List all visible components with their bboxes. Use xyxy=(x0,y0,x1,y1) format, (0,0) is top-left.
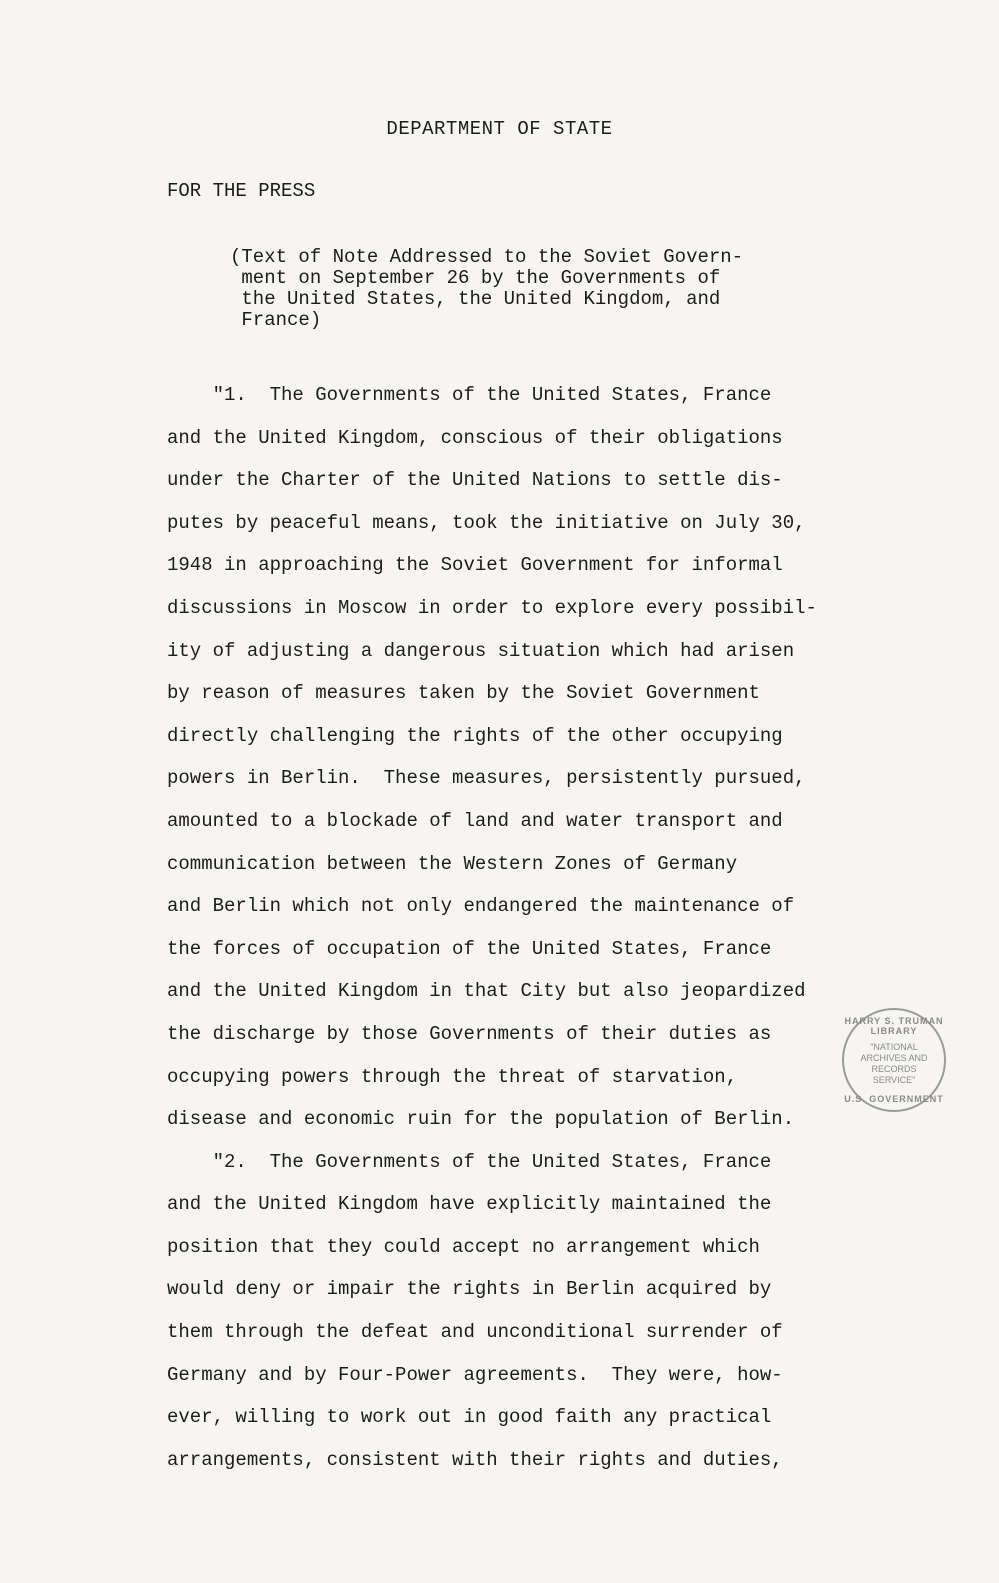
stamp-bottom-text: U.S. GOVERNMENT xyxy=(844,1094,944,1104)
subtitle-line: (Text of Note Addressed to the Soviet Govern- xyxy=(230,246,744,268)
subtitle-line: France) xyxy=(230,309,322,331)
stamp-inner-line: "NATIONAL xyxy=(870,1042,918,1052)
body-line: "2. The Governments of the United States, France xyxy=(167,1150,772,1173)
body-line: ity of adjusting a dangerous situation which had arisen xyxy=(167,639,795,662)
body-line: the discharge by those Governments of their duties as xyxy=(167,1022,772,1045)
press-line: FOR THE PRESS xyxy=(167,180,316,202)
body-line: powers in Berlin. These measures, persistently pursued, xyxy=(167,767,806,790)
note-subtitle xyxy=(230,247,830,331)
archive-stamp xyxy=(842,1008,946,1112)
body-line: and Berlin which not only endangered the maintenance of xyxy=(167,895,795,918)
body-line: putes by peaceful means, took the initiative on July 30, xyxy=(167,511,806,534)
body-line: discussions in Moscow in order to explore every possibil- xyxy=(167,596,817,619)
body-line: by reason of measures taken by the Soviet Government xyxy=(167,682,760,705)
note-body xyxy=(167,374,887,1481)
page-heading: DEPARTMENT OF STATE xyxy=(386,118,613,140)
body-line: under the Charter of the United Nations to settle dis- xyxy=(167,469,783,492)
body-line: them through the defeat and unconditional surrender of xyxy=(167,1321,783,1344)
body-line: occupying powers through the threat of starvation, xyxy=(167,1065,738,1088)
body-line: Germany and by Four-Power agreements. They were, how- xyxy=(167,1363,783,1386)
body-line: position that they could accept no arrangement which xyxy=(167,1235,760,1258)
body-line: disease and economic ruin for the population of Berlin. xyxy=(167,1108,795,1131)
body-line: arrangements, consistent with their rights and duties, xyxy=(167,1448,783,1471)
body-line: "1. The Governments of the United States, France xyxy=(167,384,772,406)
body-line: communication between the Western Zones of Germany xyxy=(167,852,738,875)
body-line: and the United Kingdom in that City but also jeopardized xyxy=(167,980,806,1003)
body-line: 1948 in approaching the Soviet Government for informal xyxy=(167,554,783,577)
stamp-inner-line: RECORDS xyxy=(871,1064,917,1074)
body-line: ever, willing to work out in good faith any practical xyxy=(167,1406,772,1429)
stamp-inner xyxy=(854,1042,934,1086)
stamp-inner-line: SERVICE" xyxy=(872,1075,916,1085)
subtitle-line: ment on September 26 by the Governments of xyxy=(230,267,721,289)
body-line: amounted to a blockade of land and water transport and xyxy=(167,809,783,832)
subtitle-line: the United States, the United Kingdom, and xyxy=(230,288,721,310)
stamp-inner-line: ARCHIVES AND xyxy=(860,1053,928,1063)
body-line: directly challenging the rights of the other occupying xyxy=(167,724,783,747)
body-line: the forces of occupation of the United States, France xyxy=(167,937,772,960)
body-line: and the United Kingdom have explicitly maintained the xyxy=(167,1193,772,1216)
body-line: would deny or impair the rights in Berlin acquired by xyxy=(167,1278,772,1301)
body-line: and the United Kingdom, conscious of their obligations xyxy=(167,426,783,449)
stamp-top-text: HARRY S. TRUMAN LIBRARY xyxy=(844,1016,944,1036)
